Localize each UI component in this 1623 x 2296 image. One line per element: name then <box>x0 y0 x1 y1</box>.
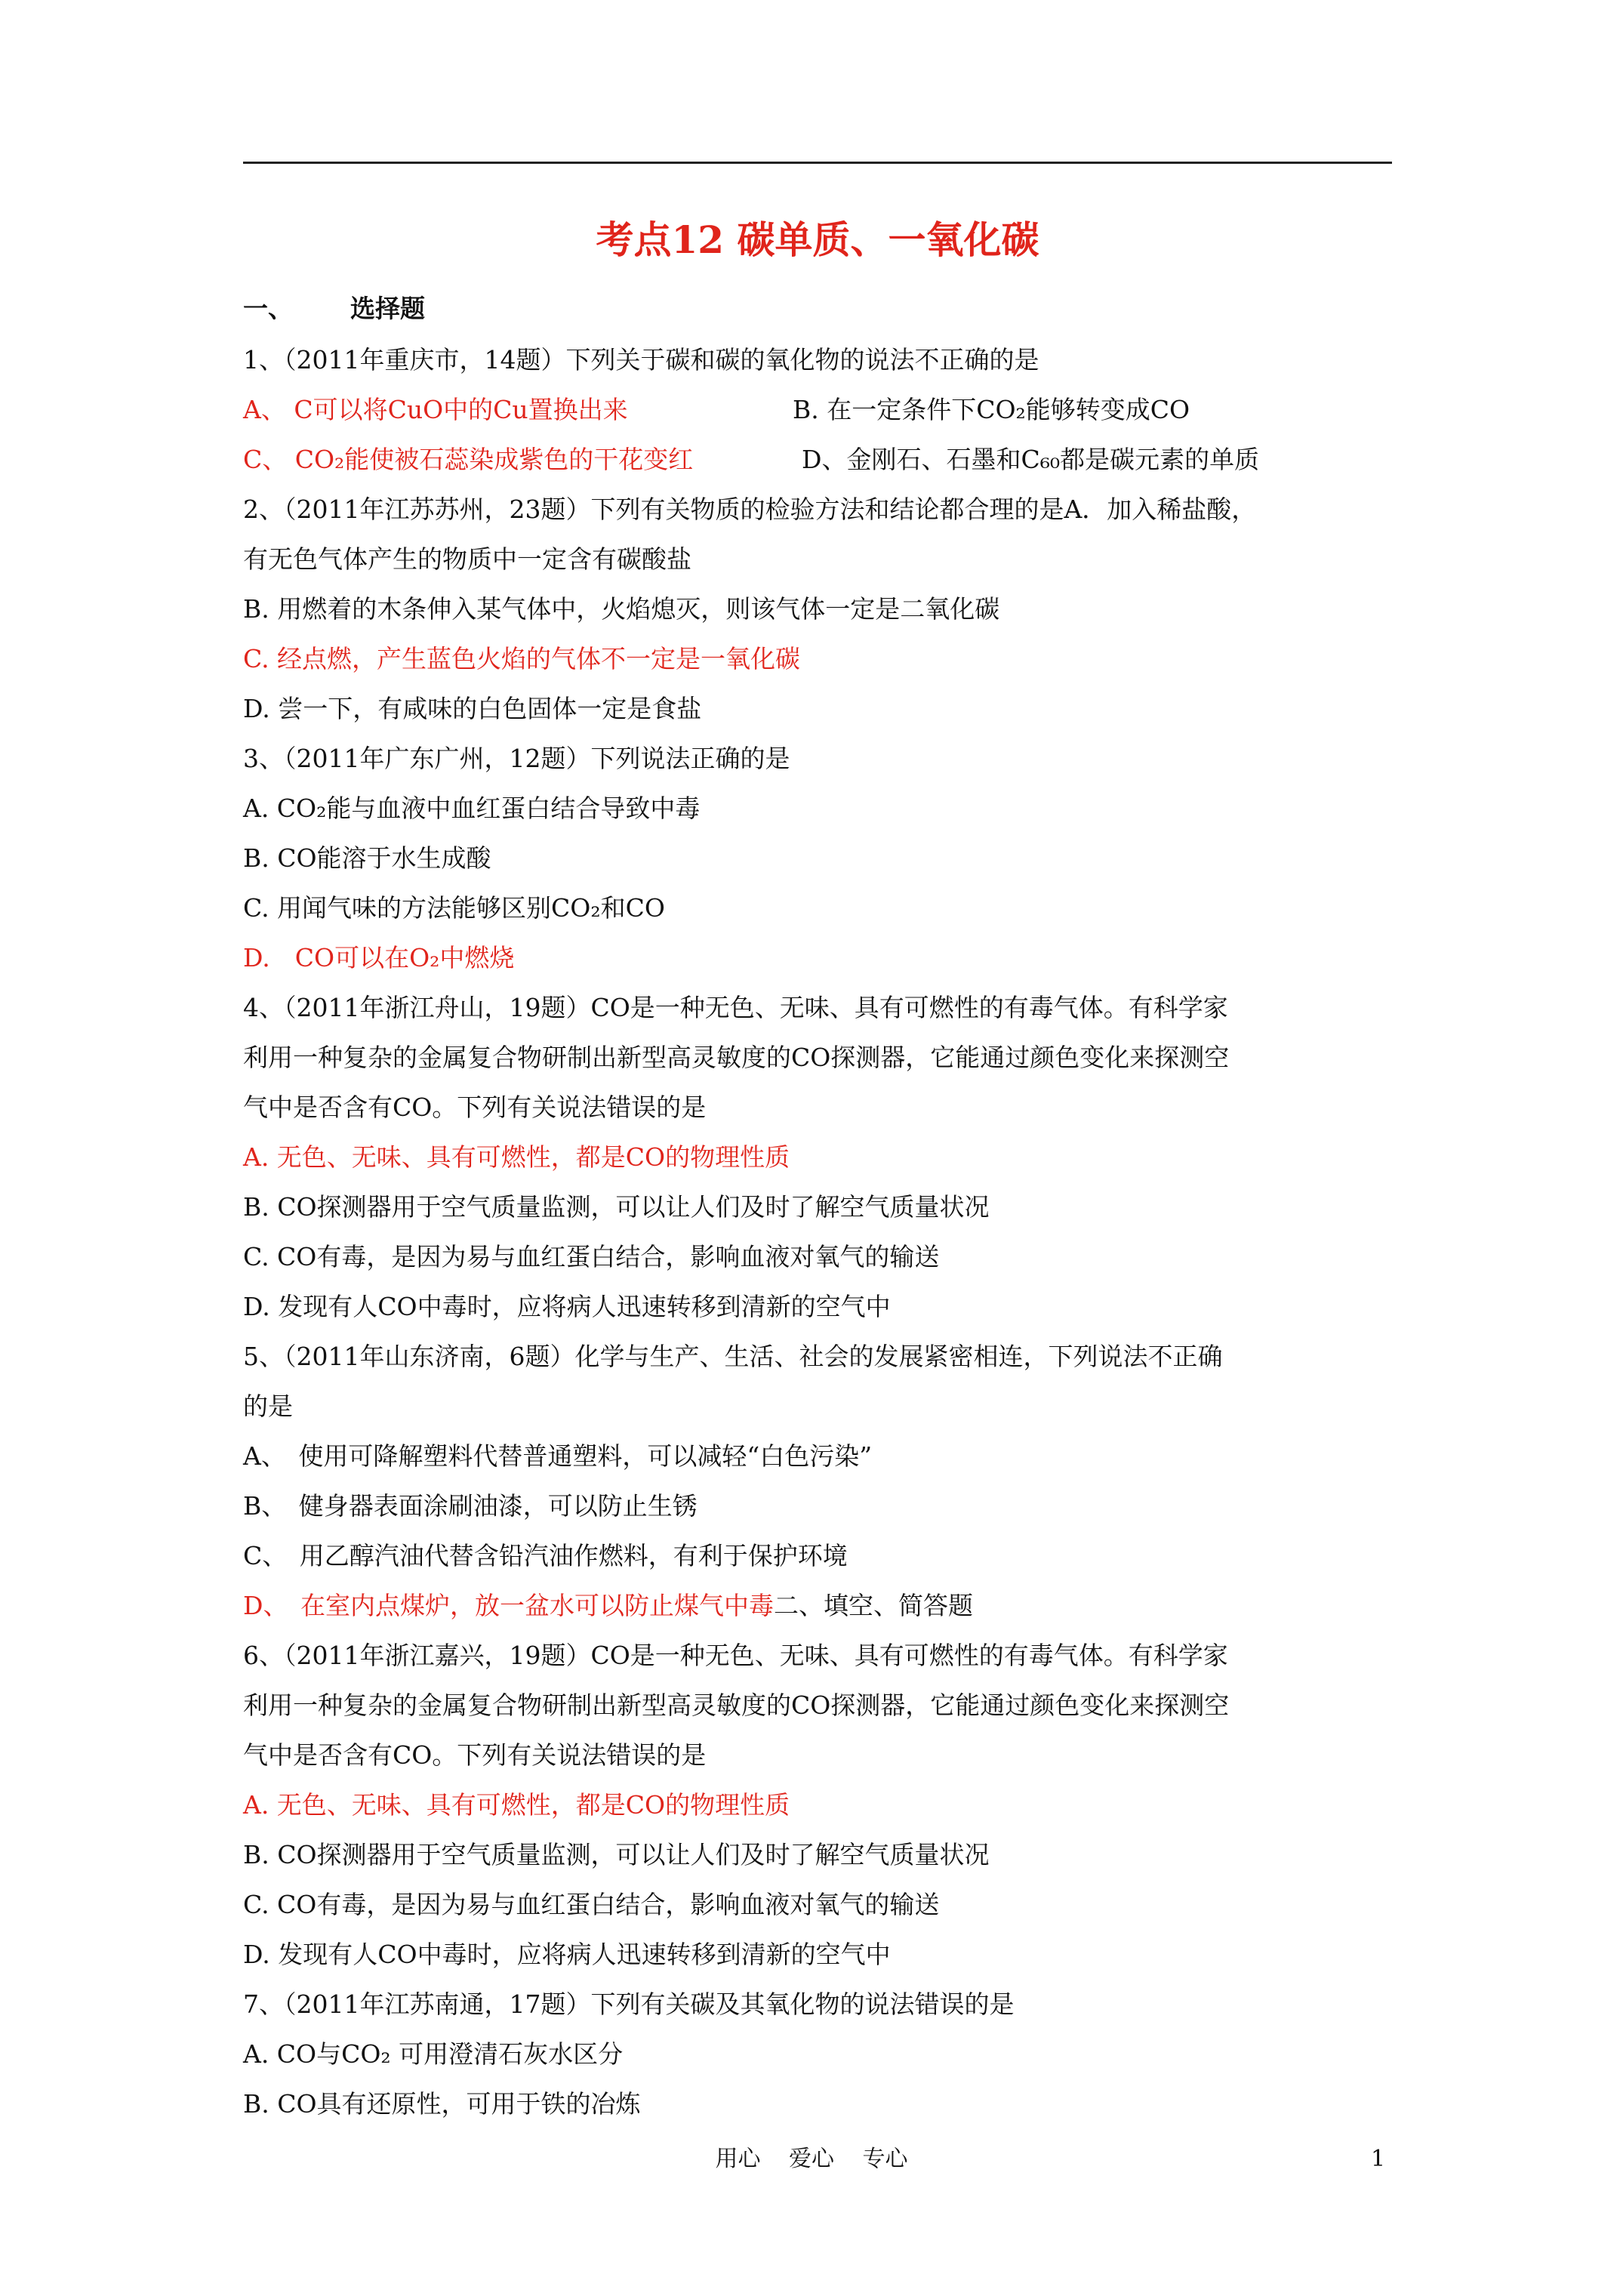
section-heading-choice <box>243 290 425 328</box>
text-line: A. CO与CO₂ 可用澄清石灰水区分 <box>243 2039 624 2069</box>
option-text: D、金刚石、石墨和C₆₀都是碳元素的单质 <box>802 445 1260 474</box>
text-line: B. CO具有还原性，可用于铁的冶炼 <box>243 2089 641 2119</box>
text-line: B. CO探测器用于空气质量监测，可以让人们及时了解空气质量状况 <box>243 1840 990 1869</box>
text-line: 气中是否含有CO。下列有关说法错误的是 <box>243 1740 707 1770</box>
text-line: B. CO能溶于水生成酸 <box>243 843 491 873</box>
text-line: C. CO有毒，是因为易与血红蛋白结合，影响血液对氧气的输送 <box>243 1890 940 1919</box>
text-line <box>243 435 1398 485</box>
question-body <box>243 335 1398 2129</box>
text-line: 6、（2011年浙江嘉兴，19题）CO是一种无色、无味、具有可燃性的有毒气体。有科学家 <box>243 1641 1228 1670</box>
footer-word: 专心 <box>862 2146 908 2172</box>
text-line: B、 健身器表面涂刷油漆，可以防止生锈 <box>243 1491 698 1521</box>
text-line: D. CO可以在O₂中燃烧 <box>243 943 515 972</box>
text-line: D. 发现有人CO中毒时，应将病人迅速转移到清新的空气中 <box>243 1940 891 1969</box>
text-line: 5、（2011年山东济南，6题）化学与生产、生活、社会的发展紧密相连，下列说法不正确 <box>243 1342 1223 1371</box>
text-line <box>243 385 1398 435</box>
text-line: A. 无色、无味、具有可燃性，都是CO的物理性质 <box>243 1142 790 1172</box>
page-title: 考点12 碳单质、一氧化碳 <box>596 217 1039 262</box>
text-line: C、 用乙醇汽油代替含铅汽油作燃料，有利于保护环境 <box>243 1541 848 1570</box>
footer-word: 爱心 <box>789 2146 834 2172</box>
text-line: A. 无色、无味、具有可燃性，都是CO的物理性质 <box>243 1790 790 1820</box>
text-line: 7、（2011年江苏南通，17题）下列有关碳及其氧化物的说法错误的是 <box>243 1989 1015 2019</box>
text-line: 1、（2011年重庆市，14题）下列关于碳和碳的氧化物的说法不正确的是 <box>243 345 1039 374</box>
text-line <box>243 1581 1398 1631</box>
text-line: 4、（2011年浙江舟山，19题）CO是一种无色、无味、具有可燃性的有毒气体。有科学家 <box>243 993 1228 1022</box>
text-line: B. 用燃着的木条伸入某气体中，火焰熄灭，则该气体一定是二氧化碳 <box>243 594 1000 624</box>
text-line: 利用一种复杂的金属复合物研制出新型高灵敏度的CO探测器，它能通过颜色变化来探测空 <box>243 1043 1230 1072</box>
section-heading-inline: 二、填空、简答题 <box>773 1591 973 1620</box>
option-text: B. 在一定条件下CO₂能够转变成CO <box>793 395 1190 424</box>
text-line: C. 经点燃，产生蓝色火焰的气体不一定是一氧化碳 <box>243 644 801 673</box>
text-line: C. CO有毒，是因为易与血红蛋白结合，影响血液对氧气的输送 <box>243 1242 940 1271</box>
option-text: A、 C可以将CuO中的Cu置换出来 <box>243 395 628 424</box>
text-line: A、 使用可降解塑料代替普通塑料，可以减轻“白色污染” <box>243 1441 873 1471</box>
section-label: 选择题 <box>350 294 425 323</box>
section-number: 一、 <box>243 294 293 323</box>
option-text: C、 CO₂能使被石蕊染成紫色的干花变红 <box>243 445 694 474</box>
text-line: 气中是否含有CO。下列有关说法错误的是 <box>243 1093 707 1122</box>
text-line: 有无色气体产生的物质中一定含有碳酸盐 <box>243 544 691 574</box>
text-line: 利用一种复杂的金属复合物研制出新型高灵敏度的CO探测器，它能通过颜色变化来探测空 <box>243 1690 1230 1720</box>
footer-word: 用心 <box>715 2146 761 2172</box>
text-line: 的是 <box>243 1391 293 1421</box>
text-line: A. CO₂能与血液中血红蛋白结合导致中毒 <box>243 794 701 823</box>
text-line: B. CO探测器用于空气质量监测，可以让人们及时了解空气质量状况 <box>243 1192 990 1222</box>
text-line: 3、（2011年广东广州，12题）下列说法正确的是 <box>243 744 790 773</box>
text-line: D. 尝一下，有咸味的白色固体一定是食盐 <box>243 694 702 723</box>
text-line: D. 发现有人CO中毒时，应将病人迅速转移到清新的空气中 <box>243 1292 891 1321</box>
header-rule <box>243 162 1392 164</box>
text-line: C. 用闻气味的方法能够区别CO₂和CO <box>243 893 665 923</box>
option-text: D、 在室内点煤炉，放一盆水可以防止煤气中毒 <box>243 1591 774 1620</box>
page-number: 1 <box>1371 2146 1386 2172</box>
text-line: 2、（2011年江苏苏州，23题）下列有关物质的检验方法和结论都合理的是A．加入稀盐酸， <box>243 495 1257 524</box>
